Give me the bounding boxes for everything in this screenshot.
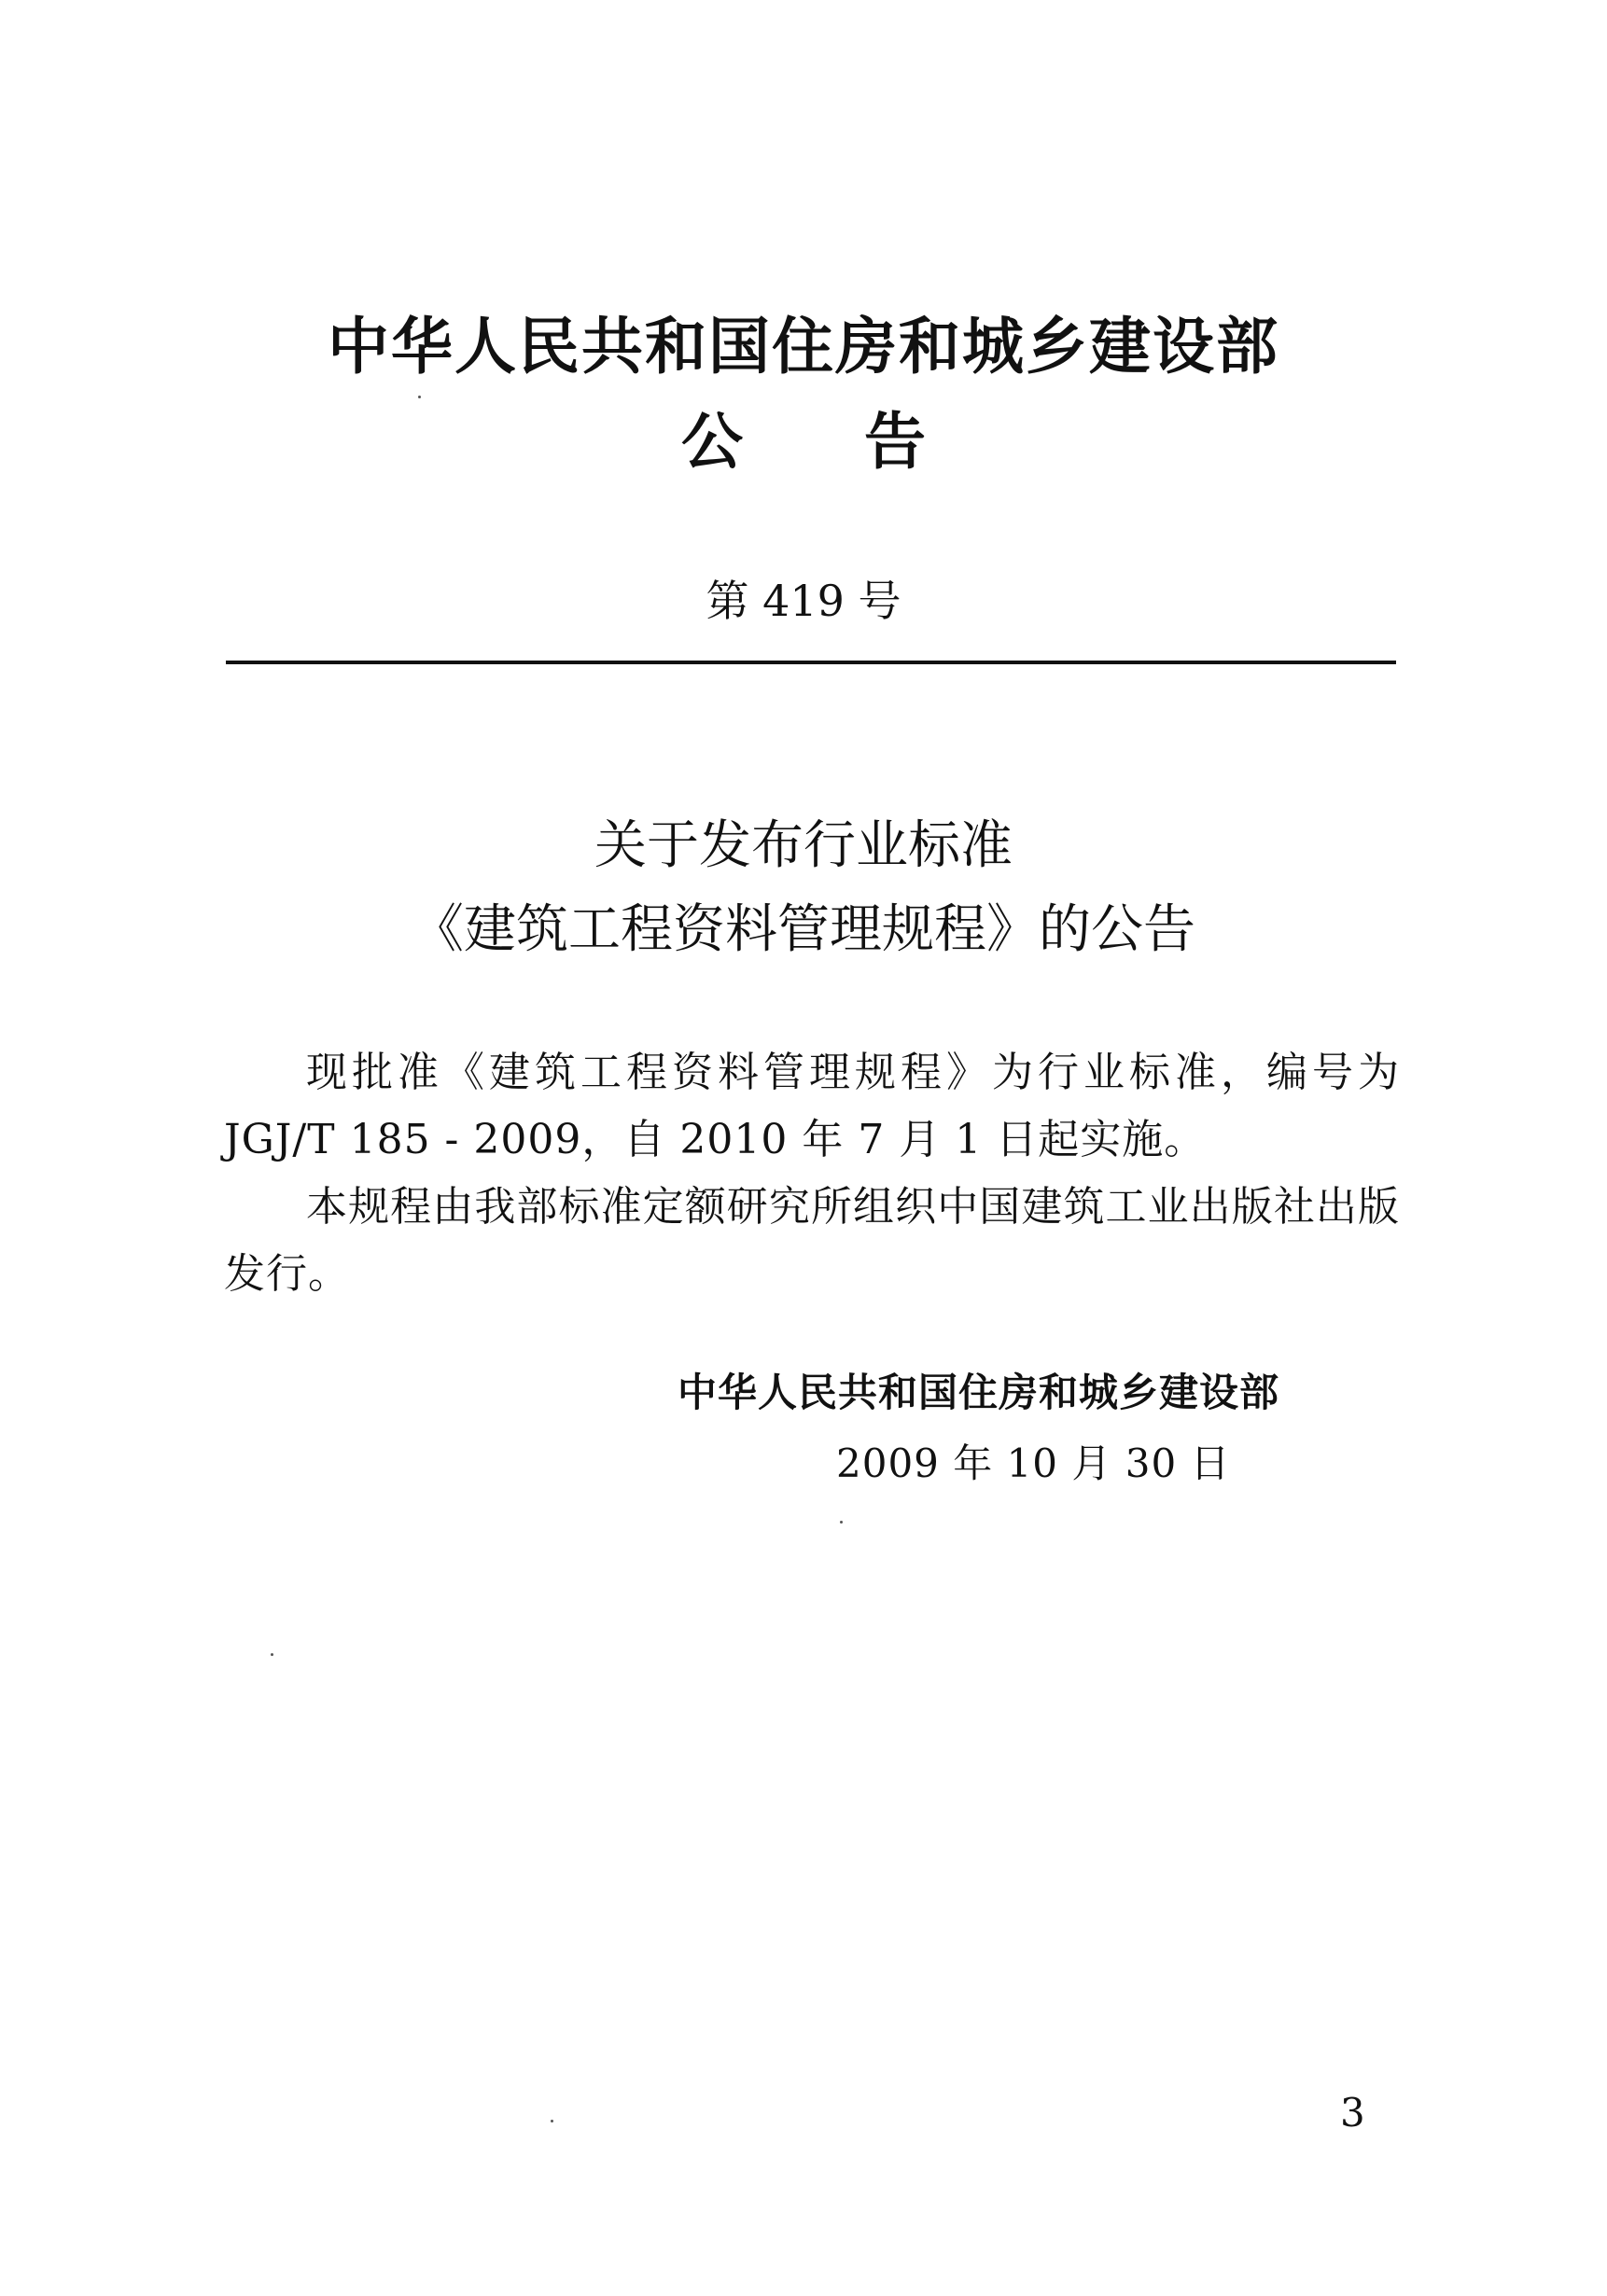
header-divider	[226, 661, 1396, 664]
announcement-number: 第 419 号	[706, 576, 901, 626]
scan-speck	[271, 1653, 273, 1656]
scan-speck	[551, 2120, 553, 2122]
scan-speck	[418, 396, 421, 398]
body-paragraph-publication: 本规程由我部标准定额研究所组织中国建筑工业出版社出版发行。	[224, 1183, 1400, 1298]
page-number: 3	[1340, 2090, 1365, 2136]
body-paragraph-approval: 现批准《建筑工程资料管理规程》为行业标准，编号为 JGJ/T 185 - 2009，自 2010 年 7 月 1 日起实施。	[224, 1049, 1400, 1163]
announcement-title-line-1: 关于发布行业标准	[594, 815, 1013, 876]
announcement-title-line-2: 《建筑工程资料管理规程》的公告	[412, 899, 1195, 960]
signature-organization: 中华人民共和国住房和城乡建设部	[678, 1370, 1280, 1415]
issuing-organization-title: 中华人民共和国住房和城乡建设部	[328, 311, 1279, 383]
signature-date: 2009 年 10 月 30 日	[836, 1440, 1231, 1486]
scan-speck	[840, 1521, 843, 1524]
document-type-heading: 公告	[681, 406, 1047, 478]
